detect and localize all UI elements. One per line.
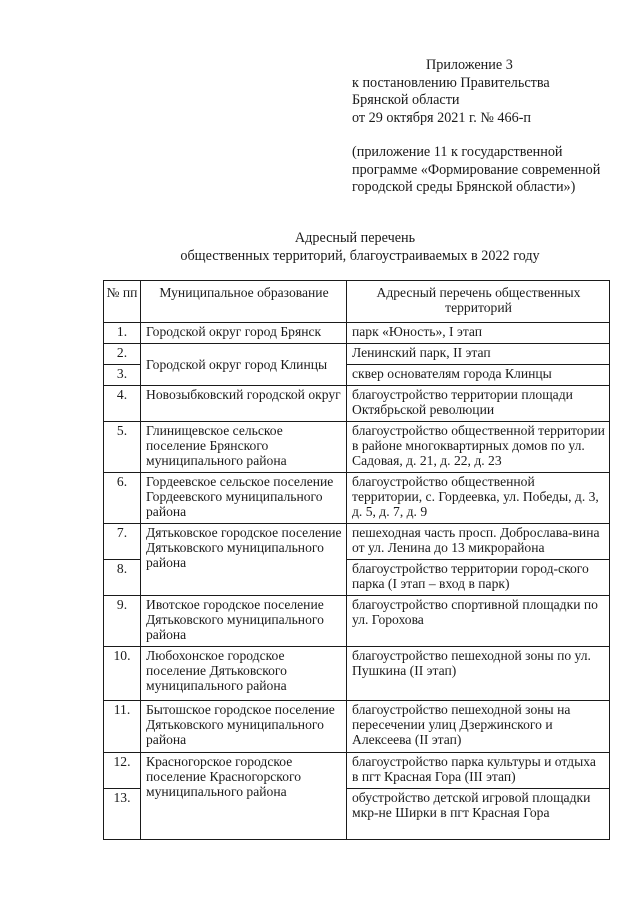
region-line: Брянской области [352,92,460,108]
table-row [104,524,610,560]
table-row [104,323,610,344]
municipality-cell: Дятьковское городское поселение Дятьковского муниципального района [141,524,347,596]
address-cell: пешеходная часть просп. Доброслава-вина от ул. Ленина до 13 микрорайона [347,524,610,560]
table-row [104,753,610,789]
municipality-cell: Бытошское городское поселение Дятьковского муниципального района [141,701,347,753]
row-number: 8. [104,560,141,596]
table-row [104,596,610,647]
program-note [352,144,622,197]
row-number: 12. [104,753,141,789]
header-number: № пп [104,281,141,323]
appendix-number: Приложение 3 [426,57,513,73]
municipality-cell: Красногорское городское поселение Красногорского муниципального района [141,753,347,840]
program-note-line: городской среды Брянской области») [352,179,576,195]
address-cell: благоустройство общественной территории в районе многоквартирных домов по ул. Садовая, д. 21, д. 22, д. 23 [347,422,610,473]
row-number: 9. [104,596,141,647]
title-line-2: общественных территорий, благоустраиваемых в 2022 году [180,247,540,264]
address-cell: Ленинский парк, II этап [347,344,610,365]
program-note-line: программе «Формирование современной [352,161,601,178]
address-table [103,280,610,840]
row-number: 11. [104,701,141,753]
municipality-cell: Городской округ город Клинцы [141,344,347,386]
municipality-cell: Ивотское городское поселение Дятьковского муниципального района [141,596,347,647]
municipality-cell: Гордеевское сельское поселение Гордеевского муниципального района [141,473,347,524]
table-row [104,344,610,365]
row-number: 5. [104,422,141,473]
municipality-cell: Городской округ город Брянск [141,323,347,344]
row-number: 4. [104,386,141,422]
row-number: 3. [104,365,141,386]
program-note-line: (приложение 11 к государственной [352,144,563,160]
row-number: 1. [104,323,141,344]
municipality-cell: Глинищевское сельское поселение Брянского муниципального района [141,422,347,473]
row-number: 2. [104,344,141,365]
address-cell: благоустройство спортивной площадки по ул. Горохова [347,596,610,647]
title-line-1: Адресный перечень [294,230,416,246]
header-addresses: Адресный перечень общественных территорий [347,281,610,323]
document-title [0,230,640,265]
address-cell: благоустройство парка культуры и отдыха в пгт Красная Гора (III этап) [347,753,610,789]
address-cell: сквер основателям города Клинцы [347,365,610,386]
municipality-cell: Любохонское городское поселение Дятьковского муниципального района [141,647,347,701]
row-number: 7. [104,524,141,560]
address-cell: благоустройство общественной территории, с. Гордеевка, ул. Победы, д. 3, д. 5, д. 7, д. 9 [347,473,610,524]
resolution-date-line: от 29 октября 2021 г. № 466-п [352,109,532,126]
address-cell: благоустройство территории город-ского парка (I этап – вход в парк) [347,560,610,596]
row-number: 10. [104,647,141,701]
table-row [104,386,610,422]
table-header-row [104,281,610,323]
table-row [104,647,610,701]
row-number: 13. [104,789,141,840]
row-number: 6. [104,473,141,524]
table-row [104,422,610,473]
address-cell: обустройство детской игровой площадки мкр-не Ширки в пгт Красная Гора [347,789,610,840]
address-cell: благоустройство пешеходной зоны по ул. Пушкина (II этап) [347,647,610,701]
table-row [104,473,610,524]
appendix-header [352,57,622,197]
header-municipality: Муниципальное образование [141,281,347,323]
address-cell: благоустройство пешеходной зоны на пересечении улиц Дзержинского и Алексеева (II этап) [347,701,610,753]
address-cell: благоустройство территории площади Октябрьской революции [347,386,610,422]
table-row [104,701,610,753]
municipality-cell: Новозыбковский городской округ [141,386,347,422]
resolution-line: к постановлению Правительства [352,74,550,91]
address-cell: парк «Юность», I этап [347,323,610,344]
